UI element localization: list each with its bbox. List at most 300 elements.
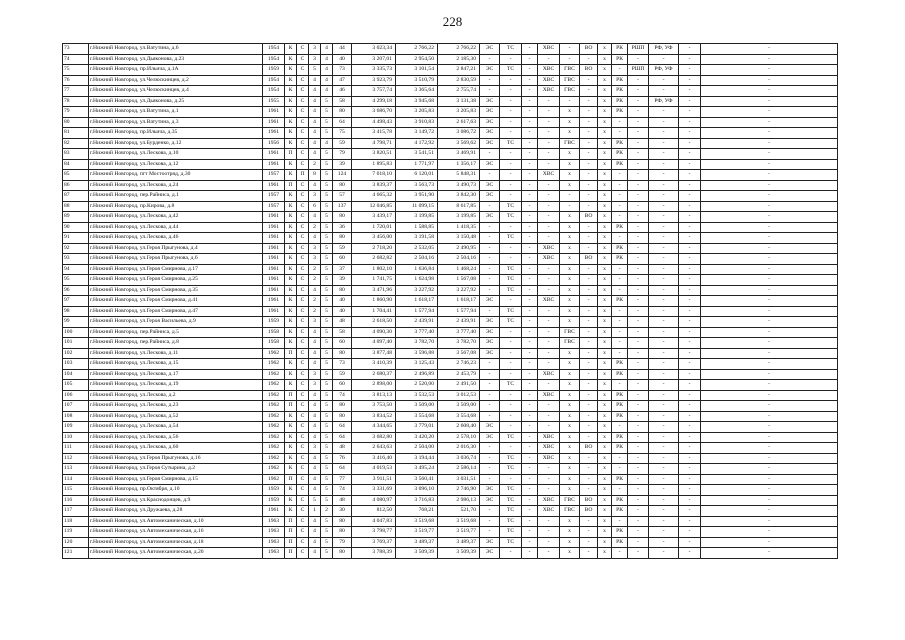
table-cell: 80: [333, 548, 352, 559]
table-cell: -: [480, 369, 500, 380]
table-cell: 4 080,97: [352, 495, 396, 506]
table-cell: х: [598, 306, 612, 317]
table-cell: 1962: [263, 380, 285, 391]
table-cell: 5: [321, 411, 333, 422]
table-cell: ХВС: [538, 243, 560, 254]
table-cell: 39: [333, 159, 352, 170]
table-cell: 3 813,13: [352, 390, 396, 401]
table-cell: -: [701, 264, 838, 275]
table-cell: 1962: [263, 401, 285, 412]
table-cell: -: [580, 180, 598, 191]
table-cell: 86: [63, 180, 89, 191]
table-cell: К: [285, 254, 297, 265]
table-cell: -: [560, 201, 580, 212]
table-cell: 88: [63, 201, 89, 212]
table-cell: г.Нижний Новгород, ул.Ватутина, д.3: [89, 117, 263, 128]
table-cell: г.Нижний Новгород, пгт Мостоотряд, д.30: [89, 170, 263, 181]
table-cell: -: [679, 327, 701, 338]
table-cell: х: [598, 138, 612, 149]
table-cell: -: [538, 149, 560, 160]
table-cell: х: [598, 285, 612, 296]
table-cell: г.Нижний Новгород, ул.Лескова, д.52: [89, 411, 263, 422]
table-cell: К: [285, 233, 297, 244]
table-cell: -: [649, 464, 679, 475]
table-cell: -: [480, 359, 500, 370]
table-cell: -: [580, 117, 598, 128]
table-cell: -: [538, 191, 560, 202]
table-cell: г.Нижний Новгород, пер.Райниса, д.1: [89, 191, 263, 202]
table-cell: 1961: [263, 149, 285, 160]
table-cell: -: [612, 212, 628, 223]
table-cell: К: [285, 285, 297, 296]
table-cell: х: [560, 411, 580, 422]
table-cell: -: [480, 222, 500, 233]
table-cell: 1954: [263, 44, 285, 55]
table-cell: 1 860,90: [352, 296, 396, 307]
table-cell: -: [480, 285, 500, 296]
table-cell: 73: [333, 65, 352, 76]
table-cell: 3 194,44: [396, 453, 438, 464]
table-cell: 4 047,83: [352, 516, 396, 527]
table-cell: С: [297, 275, 309, 286]
table-cell: 1 624,98: [396, 275, 438, 286]
table-cell: 73: [333, 359, 352, 370]
table-cell: -: [522, 275, 538, 286]
table-cell: -: [701, 86, 838, 97]
table-cell: ЭС: [480, 65, 500, 76]
table-cell: х: [598, 233, 612, 244]
table-row: [63, 222, 838, 233]
table-cell: -: [612, 65, 628, 76]
table-cell: 3 519,68: [396, 516, 438, 527]
table-cell: 2 520,00: [396, 380, 438, 391]
table-cell: 48: [333, 317, 352, 328]
table-cell: х: [598, 348, 612, 359]
table-cell: 59: [333, 138, 352, 149]
table-cell: -: [538, 54, 560, 65]
table-cell: 1954: [263, 54, 285, 65]
table-row: [63, 474, 838, 485]
table-cell: С: [297, 464, 309, 475]
table-cell: 60: [333, 254, 352, 265]
table-cell: ГВС: [560, 75, 580, 86]
table-cell: РК: [612, 390, 628, 401]
table-cell: -: [538, 537, 560, 548]
table-cell: -: [522, 380, 538, 391]
table-cell: 105: [63, 380, 89, 391]
table-cell: г.Нижний Новгород, ул.Лескова, д.12: [89, 159, 263, 170]
table-cell: К: [285, 485, 297, 496]
table-cell: 3 911,51: [352, 474, 396, 485]
table-row: [63, 180, 838, 191]
table-cell: -: [612, 422, 628, 433]
table-cell: 5: [321, 348, 333, 359]
table-cell: -: [500, 359, 522, 370]
table-cell: 1954: [263, 75, 285, 86]
table-cell: -: [701, 432, 838, 443]
table-cell: С: [297, 485, 309, 496]
table-cell: ТС: [500, 380, 522, 391]
table-cell: 119: [63, 527, 89, 538]
table-cell: 4 665,32: [352, 191, 396, 202]
table-cell: ХВС: [538, 453, 560, 464]
table-cell: 1959: [263, 65, 285, 76]
table-cell: -: [649, 474, 679, 485]
table-cell: 5: [321, 443, 333, 454]
table-cell: 80: [63, 117, 89, 128]
table-cell: С: [297, 149, 309, 160]
table-cell: х: [560, 548, 580, 559]
table-cell: -: [679, 338, 701, 349]
table-cell: 8 617,85: [438, 201, 480, 212]
table-cell: 84: [63, 159, 89, 170]
table-cell: г.Нижний Новгород, ул.Автомеханическая, д.18: [89, 537, 263, 548]
table-cell: -: [580, 464, 598, 475]
table-cell: х: [560, 107, 580, 118]
table-cell: 90: [63, 222, 89, 233]
table-cell: С: [297, 537, 309, 548]
table-cell: -: [701, 107, 838, 118]
table-cell: ТС: [500, 306, 522, 317]
table-cell: -: [701, 128, 838, 139]
table-cell: 85: [63, 170, 89, 181]
table-cell: -: [538, 527, 560, 538]
table-cell: 1961: [263, 306, 285, 317]
table-cell: х: [560, 170, 580, 181]
table-cell: ЭС: [480, 537, 500, 548]
table-cell: -: [679, 317, 701, 328]
table-cell: 48: [333, 495, 352, 506]
table-cell: -: [522, 149, 538, 160]
table-cell: С: [297, 453, 309, 464]
table-cell: -: [480, 527, 500, 538]
table-cell: 2 986,13: [438, 495, 480, 506]
table-cell: 3 716,83: [396, 495, 438, 506]
table-cell: 5: [321, 327, 333, 338]
table-cell: -: [522, 464, 538, 475]
table-cell: РК: [612, 254, 628, 265]
table-cell: РК: [612, 537, 628, 548]
table-cell: ХВС: [538, 390, 560, 401]
table-cell: -: [679, 275, 701, 286]
table-cell: ТС: [500, 212, 522, 223]
table-cell: г.Нижний Новгород, ул.Ватутина, д.1: [89, 107, 263, 118]
table-cell: -: [522, 485, 538, 496]
table-cell: -: [480, 254, 500, 265]
table-cell: -: [701, 548, 838, 559]
table-cell: -: [538, 306, 560, 317]
table-cell: -: [628, 149, 649, 160]
table-cell: -: [701, 117, 838, 128]
table-cell: х: [598, 548, 612, 559]
table-cell: 47: [333, 75, 352, 86]
table-cell: ВО: [580, 44, 598, 55]
table-cell: К: [285, 222, 297, 233]
table-cell: -: [522, 369, 538, 380]
table-cell: РК: [612, 369, 628, 380]
table-cell: С: [297, 306, 309, 317]
table-cell: х: [598, 117, 612, 128]
table-cell: -: [701, 159, 838, 170]
table-row: [63, 338, 838, 349]
table-cell: г.Нижний Новгород, ул.Лескова, д.19: [89, 380, 263, 391]
table-cell: К: [285, 275, 297, 286]
table-cell: -: [522, 254, 538, 265]
table-cell: -: [522, 338, 538, 349]
table-cell: 80: [333, 180, 352, 191]
table-cell: х: [560, 317, 580, 328]
table-cell: г.Нижний Новгород, ул.Героя Смирнова, д.25: [89, 275, 263, 286]
table-cell: -: [538, 548, 560, 559]
table-cell: х: [598, 159, 612, 170]
table-cell: -: [538, 380, 560, 391]
table-cell: 5: [321, 296, 333, 307]
table-cell: 3: [309, 243, 321, 254]
table-cell: -: [649, 527, 679, 538]
table-cell: 3 753,50: [352, 401, 396, 412]
table-cell: ЭС: [480, 117, 500, 128]
table-cell: ГВС: [560, 327, 580, 338]
table-cell: К: [285, 54, 297, 65]
table-cell: 7 018,10: [352, 170, 396, 181]
table-cell: 3 227,92: [396, 285, 438, 296]
table-cell: ХВС: [538, 495, 560, 506]
table-cell: -: [701, 285, 838, 296]
table-cell: 92: [63, 243, 89, 254]
table-cell: -: [522, 296, 538, 307]
table-cell: 95: [63, 275, 89, 286]
table-cell: -: [580, 390, 598, 401]
table-cell: х: [560, 275, 580, 286]
table-cell: 58: [333, 96, 352, 107]
table-cell: 3 910,83: [396, 117, 438, 128]
table-cell: 3 205,83: [396, 107, 438, 118]
table-cell: -: [679, 485, 701, 496]
table-cell: -: [538, 422, 560, 433]
table-cell: 3 227,92: [438, 285, 480, 296]
table-cell: -: [679, 453, 701, 464]
table-cell: РК: [612, 86, 628, 97]
table-cell: -: [580, 275, 598, 286]
table-cell: 4: [309, 516, 321, 527]
table-cell: 1 418,35: [438, 222, 480, 233]
table-cell: -: [480, 411, 500, 422]
table-cell: 103: [63, 359, 89, 370]
table-cell: г.Нижний Новгород, пр.Ильича, д.1А: [89, 65, 263, 76]
table-row: [63, 443, 838, 454]
table-cell: -: [480, 170, 500, 181]
table-cell: х: [598, 411, 612, 422]
table-cell: -: [480, 306, 500, 317]
table-cell: г.Нижний Новгород, ул.Ватутина, д.6: [89, 44, 263, 55]
table-cell: К: [285, 296, 297, 307]
table-cell: -: [679, 474, 701, 485]
table-cell: -: [628, 327, 649, 338]
table-cell: -: [628, 222, 649, 233]
table-cell: 3 131,38: [438, 96, 480, 107]
table-cell: ТС: [500, 65, 522, 76]
table-cell: х: [560, 516, 580, 527]
table-row: [63, 317, 838, 328]
table-cell: 5: [321, 516, 333, 527]
table-cell: -: [612, 264, 628, 275]
table-cell: ТС: [500, 138, 522, 149]
table-cell: х: [560, 180, 580, 191]
table-cell: 5: [321, 474, 333, 485]
table-cell: -: [612, 327, 628, 338]
table-cell: -: [628, 411, 649, 422]
table-cell: х: [560, 348, 580, 359]
table-cell: 3 489,37: [396, 537, 438, 548]
table-cell: -: [701, 149, 838, 160]
table-cell: -: [500, 117, 522, 128]
table-cell: 4: [309, 390, 321, 401]
table-cell: ХВС: [538, 65, 560, 76]
table-cell: 4: [321, 138, 333, 149]
table-cell: -: [500, 86, 522, 97]
table-row: [63, 306, 838, 317]
table-cell: 75: [63, 65, 89, 76]
table-cell: х: [560, 369, 580, 380]
table-cell: г.Нижний Новгород, ул.Героя Смирнова, д.17: [89, 264, 263, 275]
table-cell: х: [560, 464, 580, 475]
table-cell: -: [500, 180, 522, 191]
table-cell: 1962: [263, 422, 285, 433]
table-cell: -: [480, 390, 500, 401]
table-cell: 1 636,84: [396, 264, 438, 275]
table-cell: -: [612, 317, 628, 328]
table-cell: 80: [333, 527, 352, 538]
table-cell: -: [701, 474, 838, 485]
table-cell: г.Нижний Новгород, ул.Лескова, д.46: [89, 233, 263, 244]
table-cell: 30: [333, 506, 352, 517]
table-cell: г.Нижний Новгород, ул.Героя Смирнова, д.47: [89, 306, 263, 317]
table-cell: 2 586,14: [438, 464, 480, 475]
table-cell: -: [701, 359, 838, 370]
table-cell: К: [285, 159, 297, 170]
table-cell: х: [598, 516, 612, 527]
table-cell: С: [297, 495, 309, 506]
table-cell: 3 331,69: [352, 485, 396, 496]
table-cell: -: [628, 180, 649, 191]
table-cell: 521,70: [438, 506, 480, 517]
table-cell: -: [628, 117, 649, 128]
table-cell: С: [297, 117, 309, 128]
table-cell: РК: [612, 401, 628, 412]
table-cell: РК: [612, 443, 628, 454]
table-cell: -: [701, 516, 838, 527]
table-cell: 60: [333, 380, 352, 391]
table-cell: -: [628, 464, 649, 475]
table-cell: 4 344,65: [352, 422, 396, 433]
table-cell: 1958: [263, 338, 285, 349]
table-cell: ЭС: [480, 180, 500, 191]
table-cell: -: [649, 548, 679, 559]
table-cell: -: [500, 348, 522, 359]
table-cell: 80: [333, 516, 352, 527]
table-cell: -: [500, 390, 522, 401]
table-cell: -: [649, 107, 679, 118]
table-cell: 3 779,01: [396, 422, 438, 433]
table-cell: -: [522, 65, 538, 76]
table-cell: 5: [321, 191, 333, 202]
table-cell: С: [297, 65, 309, 76]
table-cell: 1961: [263, 222, 285, 233]
table-cell: 87: [63, 191, 89, 202]
table-cell: 113: [63, 464, 89, 475]
table-cell: -: [679, 348, 701, 359]
table-cell: х: [560, 222, 580, 233]
table-cell: -: [628, 96, 649, 107]
table-cell: 1 895,83: [352, 159, 396, 170]
table-cell: 115: [63, 485, 89, 496]
table-cell: -: [679, 264, 701, 275]
table-cell: 4: [309, 453, 321, 464]
table-cell: -: [649, 138, 679, 149]
table-cell: 2: [309, 296, 321, 307]
table-cell: -: [522, 128, 538, 139]
table-cell: 46: [333, 86, 352, 97]
table-cell: 76: [333, 453, 352, 464]
table-cell: 1961: [263, 107, 285, 118]
table-cell: -: [500, 474, 522, 485]
table-cell: х: [560, 159, 580, 170]
table-cell: 1961: [263, 506, 285, 517]
table-row: [63, 117, 838, 128]
table-cell: 4: [309, 401, 321, 412]
table-cell: -: [480, 464, 500, 475]
table-cell: 4: [309, 474, 321, 485]
table-cell: 2 608,40: [438, 422, 480, 433]
table-cell: -: [480, 380, 500, 391]
table-row: [63, 516, 838, 527]
table-cell: -: [522, 212, 538, 223]
table-row: [63, 254, 838, 265]
table-cell: ТС: [500, 506, 522, 517]
table-cell: -: [628, 75, 649, 86]
table-cell: 5: [321, 149, 333, 160]
table-cell: 1 588,85: [396, 222, 438, 233]
table-cell: РК: [612, 411, 628, 422]
table-cell: х: [598, 275, 612, 286]
table-cell: 3: [309, 369, 321, 380]
table-cell: -: [522, 527, 538, 538]
table-cell: 80: [333, 233, 352, 244]
table-cell: 4: [309, 86, 321, 97]
table-cell: -: [580, 243, 598, 254]
table-cell: -: [628, 138, 649, 149]
table-cell: -: [522, 443, 538, 454]
table-cell: -: [679, 254, 701, 265]
table-cell: -: [580, 485, 598, 496]
table-cell: 114: [63, 474, 89, 485]
table-cell: 3 031,51: [438, 474, 480, 485]
table-cell: 1 771,97: [396, 159, 438, 170]
table-cell: -: [628, 54, 649, 65]
table-cell: х: [598, 170, 612, 181]
table-cell: К: [285, 191, 297, 202]
table-cell: -: [679, 359, 701, 370]
table-cell: 3 509,00: [396, 401, 438, 412]
table-cell: х: [598, 401, 612, 412]
table-cell: -: [628, 107, 649, 118]
table-cell: -: [701, 495, 838, 506]
table-cell: 3 096,10: [396, 485, 438, 496]
table-cell: 111: [63, 443, 89, 454]
table-cell: ХВС: [538, 170, 560, 181]
table-cell: -: [480, 516, 500, 527]
table-row: [63, 233, 838, 244]
